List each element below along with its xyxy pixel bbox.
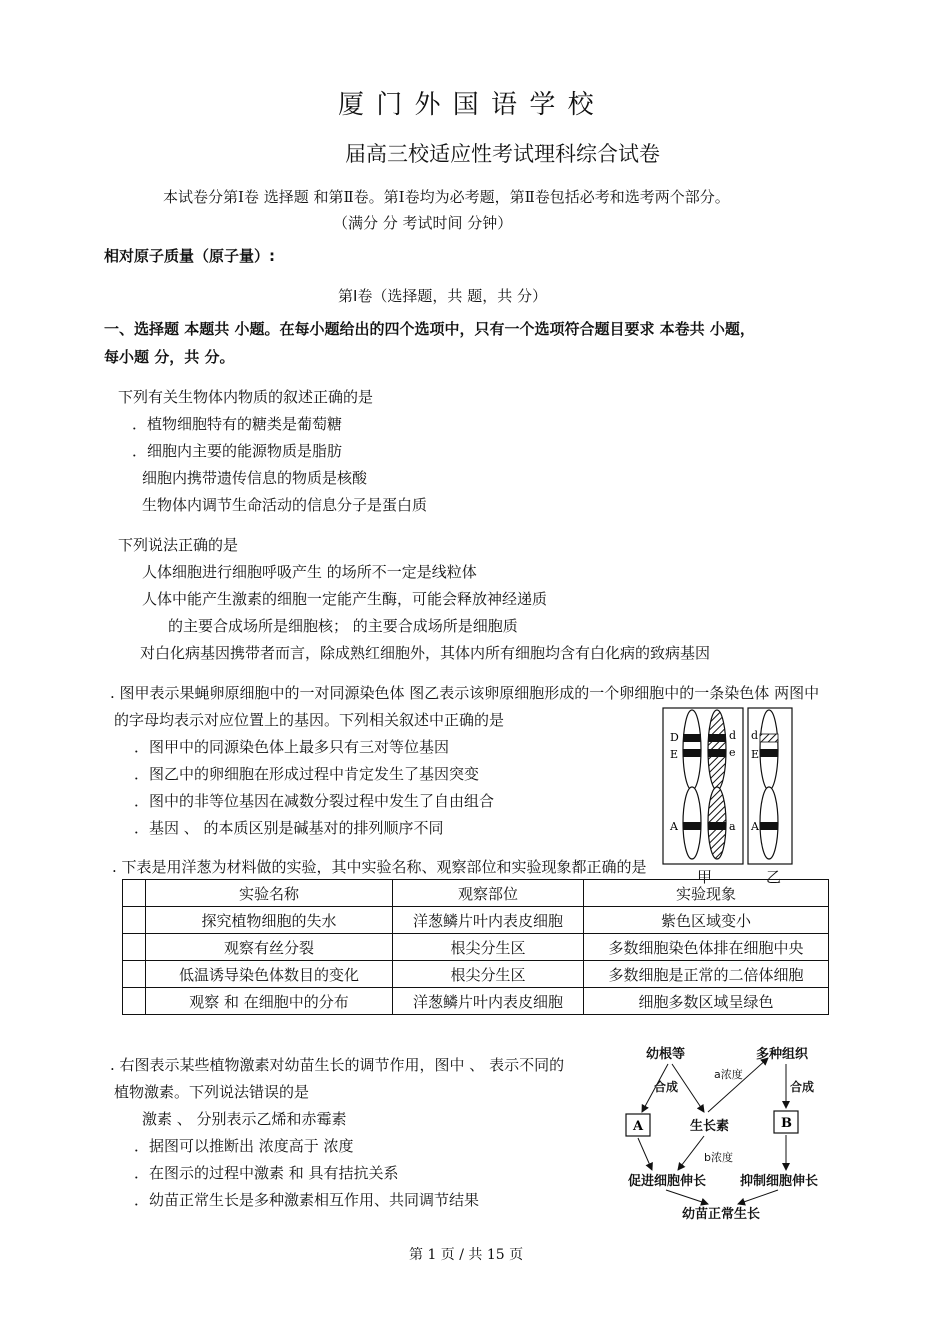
table-cell: 探究植物细胞的失水 xyxy=(146,907,393,934)
q3-stem-line1: . 图甲表示果蝇卵原细胞中的一对同源染色体 图乙表示该卵原细胞形成的一个卵细胞中的一条染色体 两图中 xyxy=(110,684,820,702)
arrow-auxin-to-tissue xyxy=(708,1058,768,1112)
node-normal-growth: 幼苗正常生长 xyxy=(682,1207,761,1222)
edge-b-conc: b浓度 xyxy=(704,1151,733,1164)
q3-option-a: ．图甲中的同源染色体上最多只有三对等位基因 xyxy=(134,738,450,756)
edge-synth-2: 合成 xyxy=(790,1080,815,1094)
q2-option-c: 的主要合成场所是细胞核； 的主要合成场所是细胞质 xyxy=(168,617,518,635)
arrow-auxin-to-promote xyxy=(678,1136,704,1170)
table-header: 实验名称 xyxy=(146,880,393,907)
q5-stem-line1: . 右图表示某些植物激素对幼苗生长的调节作用，图中 、 表示不同的 xyxy=(110,1056,565,1074)
table-cell: 洋葱鳞片叶内表皮细胞 xyxy=(393,988,584,1015)
q5-option-d: ．幼苗正常生长是多种激素相互作用、共同调节结果 xyxy=(134,1191,480,1209)
school-name: 厦 门 外 国 语 学 校 xyxy=(338,90,596,120)
table-cell: 观察有丝分裂 xyxy=(146,934,393,961)
table-cell: 根尖分生区 xyxy=(393,961,584,988)
q3-stem-line2: 的字母均表示对应位置上的基因。下列相关叙述中正确的是 xyxy=(114,711,505,729)
q5-option-b: ．据图可以推断出 浓度高于 浓度 xyxy=(134,1137,354,1155)
section1-instruction-1: 一、选择题 本题共 小题。在每小题给出的四个选项中，只有一个选项符合题目要求 本卷共 小题， xyxy=(104,320,755,338)
figure-caption-yi: 乙 xyxy=(766,868,782,886)
table-row xyxy=(123,988,829,1015)
gene-label-D: D xyxy=(670,731,679,744)
node-root: 幼根等 xyxy=(646,1047,686,1062)
section1-heading: 第Ⅰ卷（选择题，共 题，共 分） xyxy=(338,287,547,305)
node-auxin: 生长素 xyxy=(690,1119,730,1134)
node-B: B xyxy=(781,1116,792,1131)
table-header-row xyxy=(123,880,829,907)
table-cell: 低温诱导染色体数目的变化 xyxy=(146,961,393,988)
edge-a-conc: a浓度 xyxy=(714,1068,743,1081)
node-promote: 促进细胞伸长 xyxy=(628,1174,707,1189)
node-A: A xyxy=(633,1119,644,1134)
q3-option-c: ．图中的非等位基因在减数分裂过程中发生了自由组合 xyxy=(134,792,495,810)
section1-instruction-2: 每小题 分，共 分。 xyxy=(104,348,235,366)
hormone-diagram xyxy=(618,1038,833,1228)
table-cell: 洋葱鳞片叶内表皮细胞 xyxy=(393,907,584,934)
arrow-promote-to-normal xyxy=(666,1190,708,1204)
yi-label-d: d xyxy=(751,729,759,742)
table-row xyxy=(123,934,829,961)
table-cell: 多数细胞是正常的二倍体细胞 xyxy=(584,961,829,988)
chromosome-jia-right xyxy=(708,710,726,859)
edge-synth-1: 合成 xyxy=(654,1080,679,1094)
figure-caption-jia: 甲 xyxy=(697,868,713,886)
q1-stem: 下列有关生物体内物质的叙述正确的是 xyxy=(118,388,374,406)
table-cell: 根尖分生区 xyxy=(393,934,584,961)
table-cell: 观察 和 在细胞中的分布 xyxy=(146,988,393,1015)
chromosome-figure xyxy=(662,706,797,886)
table-cell: 细胞多数区域呈绿色 xyxy=(584,988,829,1015)
gene-label-a: a xyxy=(729,820,736,833)
q3-option-b: ．图乙中的卵细胞在形成过程中肯定发生了基因突变 xyxy=(134,765,480,783)
yi-label-A: A xyxy=(751,820,759,833)
chromosome-yi xyxy=(760,710,778,859)
q1-option-b: ．细胞内主要的能源物质是脂肪 xyxy=(132,442,343,460)
q2-option-b: 人体中能产生激素的细胞一定能产生酶，可能会释放神经递质 xyxy=(142,590,548,608)
q5-option-a: 激素 、 分别表示乙烯和赤霉素 xyxy=(142,1110,347,1128)
arrow-A-to-promote xyxy=(638,1138,652,1170)
q5-stem-line2: 植物激素。下列说法错误的是 xyxy=(114,1083,310,1101)
gene-label-E: E xyxy=(670,748,679,761)
node-tissue: 多种组织 xyxy=(756,1047,809,1062)
q1-option-a: ．植物细胞特有的糖类是葡萄糖 xyxy=(132,415,343,433)
score-line: （满分 分 考试时间 分钟） xyxy=(333,214,513,232)
atomic-mass-label: 相对原子质量（原子量）: xyxy=(104,247,275,265)
arrow-inhibit-to-normal xyxy=(738,1190,778,1204)
q2-stem: 下列说法正确的是 xyxy=(118,536,239,554)
q2-option-a: 人体细胞进行细胞呼吸产生 的场所不一定是线粒体 xyxy=(142,563,477,581)
gene-label-A: A xyxy=(670,820,678,833)
yi-label-E: E xyxy=(751,748,760,761)
table-row xyxy=(123,961,829,988)
table-cell: 紫色区域变小 xyxy=(584,907,829,934)
exam-title: 届高三校适应性考试理科综合试卷 xyxy=(345,142,660,166)
experiment-table xyxy=(122,879,829,1015)
q1-option-c: 细胞内携带遗传信息的物质是核酸 xyxy=(142,469,368,487)
table-row xyxy=(123,907,829,934)
chromosome-jia-left xyxy=(683,710,701,859)
q3-option-d: ．基因 、 的本质区别是碱基对的排列顺序不同 xyxy=(134,819,444,837)
q2-option-d: 对白化病基因携带者而言，除成熟红细胞外，其体内所有细胞均含有白化病的致病基因 xyxy=(140,644,711,662)
page-footer: 第 1 页 / 共 15 页 xyxy=(409,1247,524,1263)
q5-option-c: ．在图示的过程中激素 和 具有拮抗关系 xyxy=(134,1164,399,1182)
table-cell: 多数细胞染色体排在细胞中央 xyxy=(584,934,829,961)
gene-label-d: d xyxy=(729,729,737,742)
q4-stem: . 下表是用洋葱为材料做的实验，其中实验名称、观察部位和实验现象都正确的是 xyxy=(112,858,647,876)
gene-label-e: e xyxy=(729,746,736,759)
exam-intro: 本试卷分第Ⅰ卷 选择题 和第Ⅱ卷。第Ⅰ卷均为必考题，第Ⅱ卷包括必考和选考两个部分。 xyxy=(163,188,730,206)
table-header: 观察部位 xyxy=(393,880,584,907)
q1-option-d: 生物体内调节生命活动的信息分子是蛋白质 xyxy=(142,496,428,514)
table-header: 实验现象 xyxy=(584,880,829,907)
node-inhibit: 抑制细胞伸长 xyxy=(740,1174,819,1189)
